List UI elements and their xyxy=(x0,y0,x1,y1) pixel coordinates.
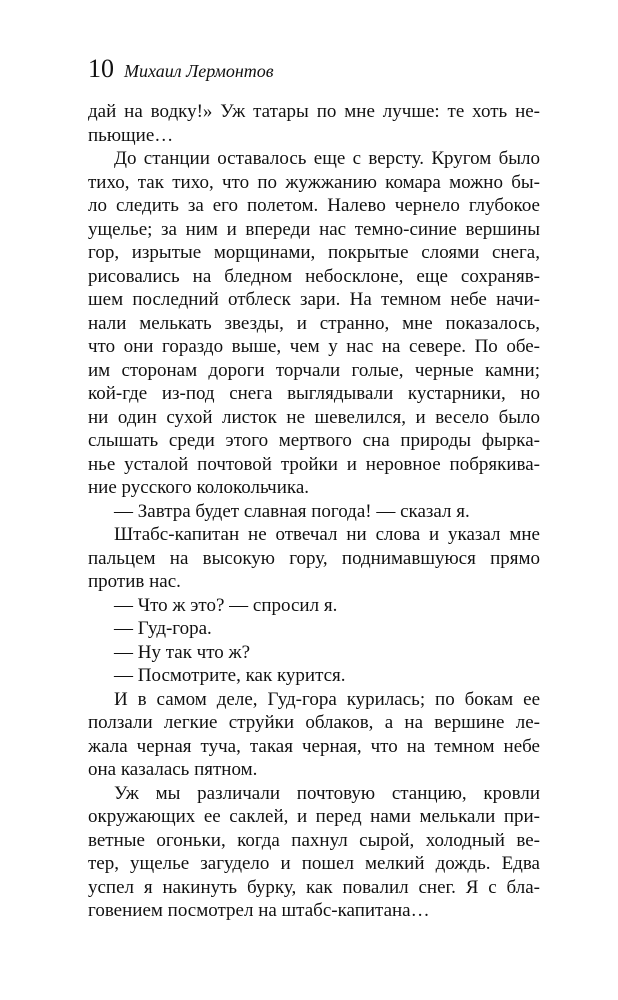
text-line: рисовались на бледном небосклоне, еще сохраняв- xyxy=(88,265,540,287)
text-line: пальцем на высокую гору, поднимавшуюся прямо xyxy=(88,547,540,569)
text-line: пьющие… xyxy=(88,124,174,146)
text-line: говением посмотрел на штабс-капитана… xyxy=(88,900,430,921)
text-line: нали мелькать звезды, и странно, мне показалось, xyxy=(88,312,540,334)
body-text xyxy=(88,100,540,923)
text-line: ущелье; за ним и впереди нас темно-синие вершины xyxy=(88,218,540,240)
text-line: До станции оставалось еще с версту. Кругом было xyxy=(114,148,540,169)
text-line: — Завтра будет славная погода! — сказал я. xyxy=(114,500,470,522)
text-line: кой-где из-под снега выглядывали кустарники, но xyxy=(88,383,540,404)
text-line: успел я накинуть бурку, как повалил снег. Я с бла- xyxy=(88,876,540,898)
text-line: гор, изрытые морщинами, покрытые слоями снега, xyxy=(88,242,540,263)
text-line: шем последний отблеск зари. На темном небе начи- xyxy=(88,289,540,310)
running-head xyxy=(88,54,274,84)
text-line: Уж мы различали почтовую станцию, кровли xyxy=(114,782,540,804)
text-line: — Что ж это? — спросил я. xyxy=(114,594,338,616)
text-line: ло следить за его полетом. Налево чернело глубокое xyxy=(88,195,540,216)
text-line: ни один сухой листок не шевелился, и весело было xyxy=(88,406,540,428)
text-line: окружающих ее саклей, и перед нами мелькали при- xyxy=(88,806,540,827)
text-line: ползали легкие струйки облаков, а на вершине ле- xyxy=(88,712,540,733)
text-line: ние русского колокольчика. xyxy=(88,477,310,498)
text-line: нье усталой почтовой тройки и неровное побрякива- xyxy=(88,453,540,475)
text-line: ветные огоньки, когда пахнул сырой, холодный ве- xyxy=(88,829,540,851)
text-line: И в самом деле, Гуд-гора курилась; по бокам ее xyxy=(114,688,540,710)
text-line: слышать среди этого мертвого сна природы фырка- xyxy=(88,430,540,451)
page-number: 10 xyxy=(88,54,114,83)
text-line: что они гораздо выше, чем у нас на севере. По обе- xyxy=(88,336,540,357)
text-line: тихо, так тихо, что по жужжанию комара можно бы- xyxy=(88,171,540,193)
text-line: тер, ущелье загудело и пошел мелкий дождь. Едва xyxy=(88,853,540,874)
text-line: — Гуд-гора. xyxy=(114,618,212,639)
text-line: — Посмотрите, как курится. xyxy=(114,665,346,686)
text-line: против нас. xyxy=(88,571,181,592)
text-line: она казалась пятном. xyxy=(88,759,258,780)
running-head-author: Михаил Лермонтов xyxy=(124,61,274,81)
text-line: — Ну так что ж? xyxy=(114,641,251,663)
text-line: жала черная туча, такая черная, что на темном небе xyxy=(88,735,540,757)
text-line: им сторонам дороги торчали голые, черные камни; xyxy=(88,359,540,381)
text-line: дай на водку!» Уж татары по мне лучше: те хоть не- xyxy=(88,101,540,122)
text-line: Штабс-капитан не отвечал ни слова и указал мне xyxy=(114,524,540,545)
